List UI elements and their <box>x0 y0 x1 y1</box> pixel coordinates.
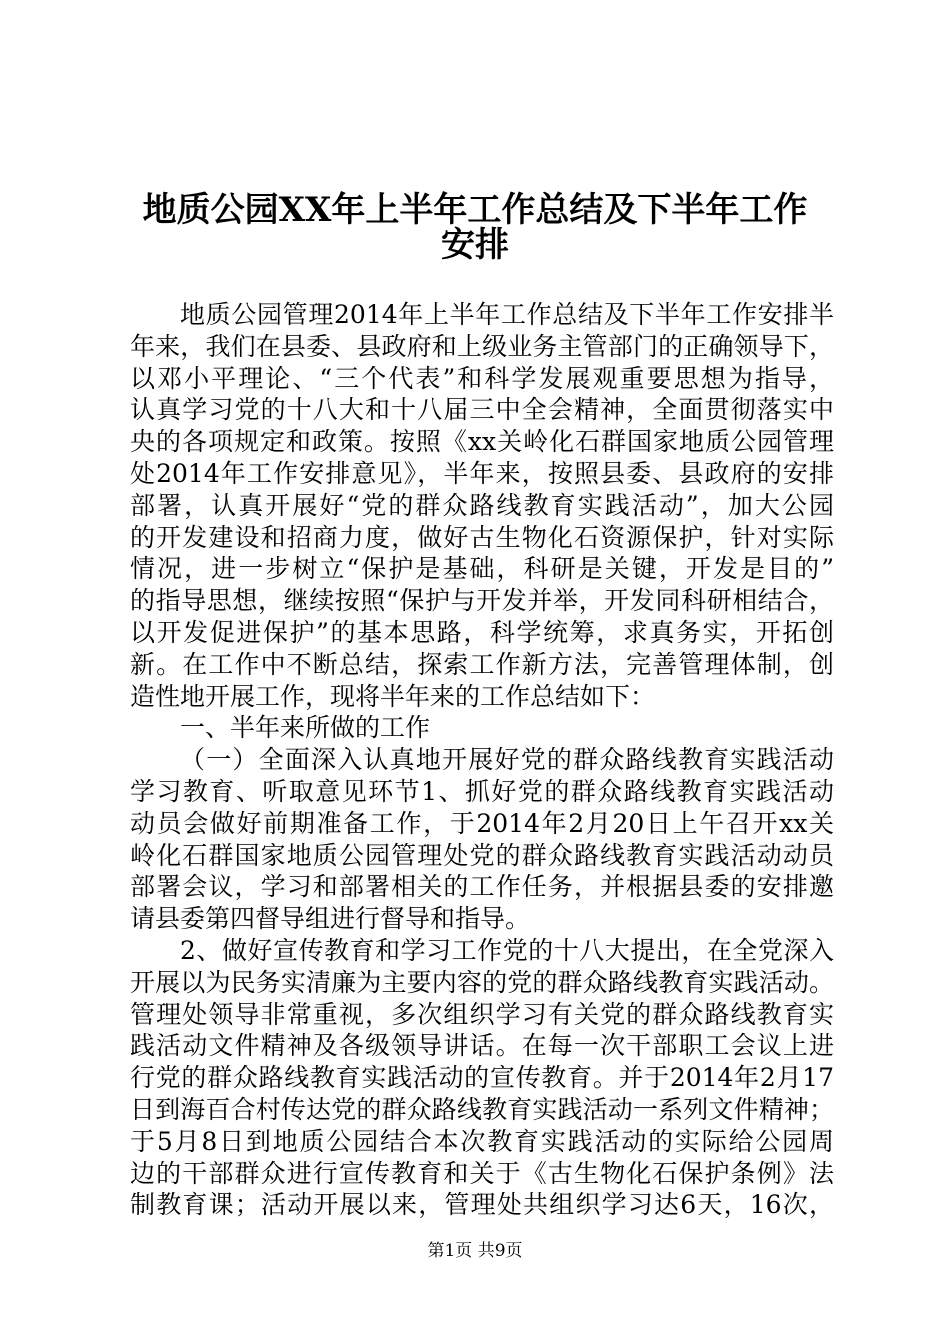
body-line: 开展以为民务实清廉为主要内容的党的群众路线教育实践活动。 <box>130 967 834 997</box>
body-line: 的指导思想，继续按照“保护与开发并举，开发同科研相结合， <box>130 586 834 616</box>
body-line: 情况，进一步树立“保护是基础，科研是关键，开发是目的” <box>130 554 834 584</box>
body-line: 以邓小平理论、“三个代表”和科学发展观重要思想为指导， <box>130 363 834 393</box>
body-line: 以开发促进保护”的基本思路，科学统筹，求真务实，开拓创 <box>130 617 834 647</box>
subsection-heading: （一）全面深入认真地开展好党的群众路线教育实践活动 <box>180 745 834 775</box>
body-line: 日到海百合村传达党的群众路线教育实践活动一系列文件精神； <box>130 1094 834 1124</box>
body-line: 动员会做好前期准备工作，于2014年2月20日上午召开xx关 <box>130 808 834 838</box>
page-number-footer: 第1页 共9页 <box>427 1241 523 1261</box>
body-line: 践活动文件精神及各级领导讲话。在每一次干部职工会议上进 <box>130 1031 834 1061</box>
document-title-line-2: 安排 <box>441 225 509 265</box>
body-line: 部署会议，学习和部署相关的工作任务，并根据县委的安排邀 <box>130 872 834 902</box>
body-line: 年来，我们在县委、县政府和上级业务主管部门的正确领导下， <box>130 331 834 361</box>
document-title-line-1: 地质公园XX年上半年工作总结及下半年工作 <box>142 190 808 230</box>
body-line: 于5月8日到地质公园结合本次教育实践活动的实际给公园周 <box>130 1126 834 1156</box>
section-heading: 一、半年来所做的工作 <box>180 713 431 743</box>
body-line: 学习教育、听取意见环节1、抓好党的群众路线教育实践活动 <box>130 776 834 806</box>
body-line: 造性地开展工作，现将半年来的工作总结如下： <box>130 681 656 711</box>
document-body <box>130 299 834 1221</box>
body-line: 部署，认真开展好“党的群众路线教育实践活动”，加大公园 <box>130 490 834 520</box>
body-line: 行党的群众路线教育实践活动的宣传教育。并于2014年2月17 <box>130 1063 834 1093</box>
body-line: 认真学习党的十八大和十八届三中全会精神，全面贯彻落实中 <box>130 395 834 425</box>
body-line: 制教育课；活动开展以来，管理处共组织学习达6天，16次， <box>130 1190 834 1220</box>
body-line: 新。在工作中不断总结，探索工作新方法，完善管理体制，创 <box>130 649 834 679</box>
body-line: 2、做好宣传教育和学习工作党的十八大提出，在全党深入 <box>180 935 834 965</box>
body-line: 处2014年工作安排意见》，半年来，按照县委、县政府的安排 <box>130 458 834 488</box>
body-line: 岭化石群国家地质公园管理处党的群众路线教育实践活动动员 <box>130 840 834 870</box>
body-line: 的开发建设和招商力度，做好古生物化石资源保护，针对实际 <box>130 522 834 552</box>
body-line: 管理处领导非常重视，多次组织学习有关党的群众路线教育实 <box>130 999 834 1029</box>
body-line: 央的各项规定和政策。按照《xx关岭化石群国家地质公园管理 <box>130 427 834 457</box>
body-line: 地质公园管理2014年上半年工作总结及下半年工作安排半 <box>180 300 834 329</box>
body-line: 边的干部群众进行宣传教育和关于《古生物化石保护条例》法 <box>130 1158 834 1188</box>
body-line: 请县委第四督导组进行督导和指导。 <box>130 904 531 934</box>
